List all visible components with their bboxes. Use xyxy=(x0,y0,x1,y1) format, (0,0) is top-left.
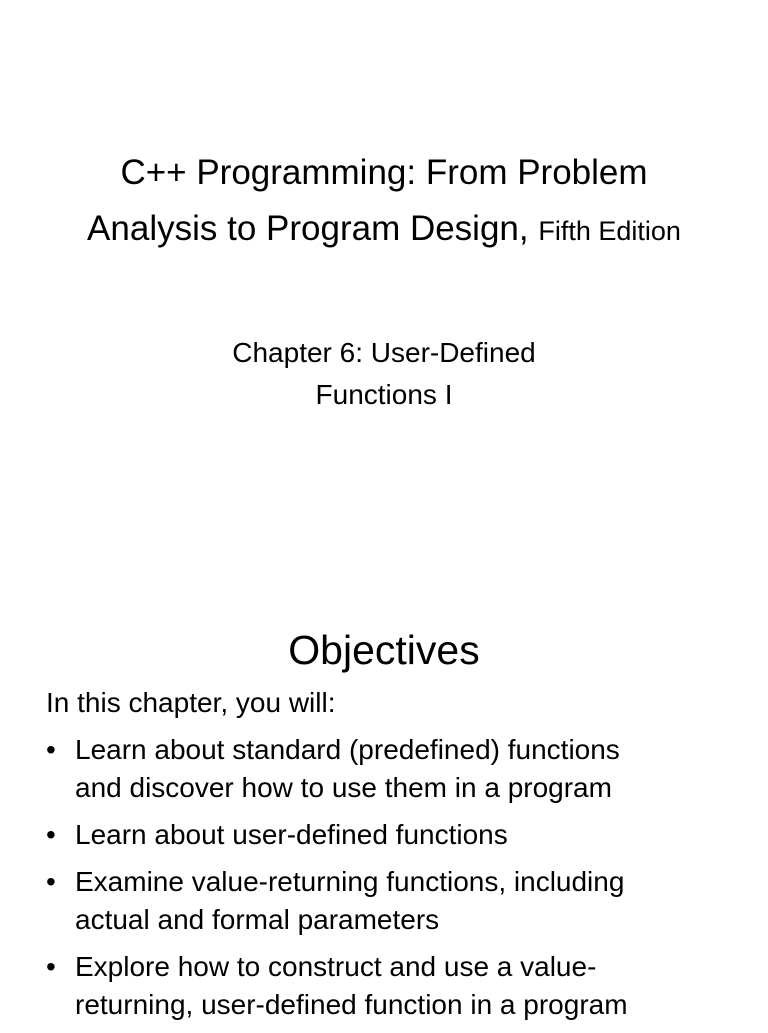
objective-line: Learn about user-defined functions xyxy=(75,819,508,850)
book-title-line-1: C++ Programming: From Problem xyxy=(120,153,648,192)
objective-line: Examine value-returning functions, including xyxy=(75,866,625,897)
objective-item xyxy=(46,863,746,939)
book-title-line-2 xyxy=(0,201,768,259)
chapter-title xyxy=(0,332,768,416)
chapter-title-line-1: Chapter 6: User-Defined xyxy=(232,337,536,368)
objectives-list xyxy=(46,731,746,1033)
bullet-icon: • xyxy=(46,734,56,765)
objectives-slide xyxy=(0,600,768,1024)
objective-line: Explore how to construct and use a value- xyxy=(75,951,597,982)
bullet-icon: • xyxy=(46,866,56,897)
book-title xyxy=(0,145,768,259)
edition-label: Fifth Edition xyxy=(538,216,681,246)
book-title-line-2-text: Analysis to Program Design, xyxy=(87,209,529,248)
objectives-heading: Objectives xyxy=(288,627,480,673)
objective-line: and discover how to use them in a program xyxy=(75,772,612,803)
objective-line: returning, user-defined function in a program xyxy=(75,989,628,1020)
objective-item xyxy=(46,816,746,854)
objective-item xyxy=(46,948,746,1024)
objective-line: Learn about standard (predefined) functions xyxy=(75,734,620,765)
chapter-title-line-2: Functions I xyxy=(315,379,453,410)
bullet-icon: • xyxy=(46,819,56,850)
objectives-intro: In this chapter, you will: xyxy=(46,687,336,718)
objective-item xyxy=(46,731,746,807)
objective-line: actual and formal parameters xyxy=(75,904,440,935)
bullet-icon: • xyxy=(46,951,56,982)
